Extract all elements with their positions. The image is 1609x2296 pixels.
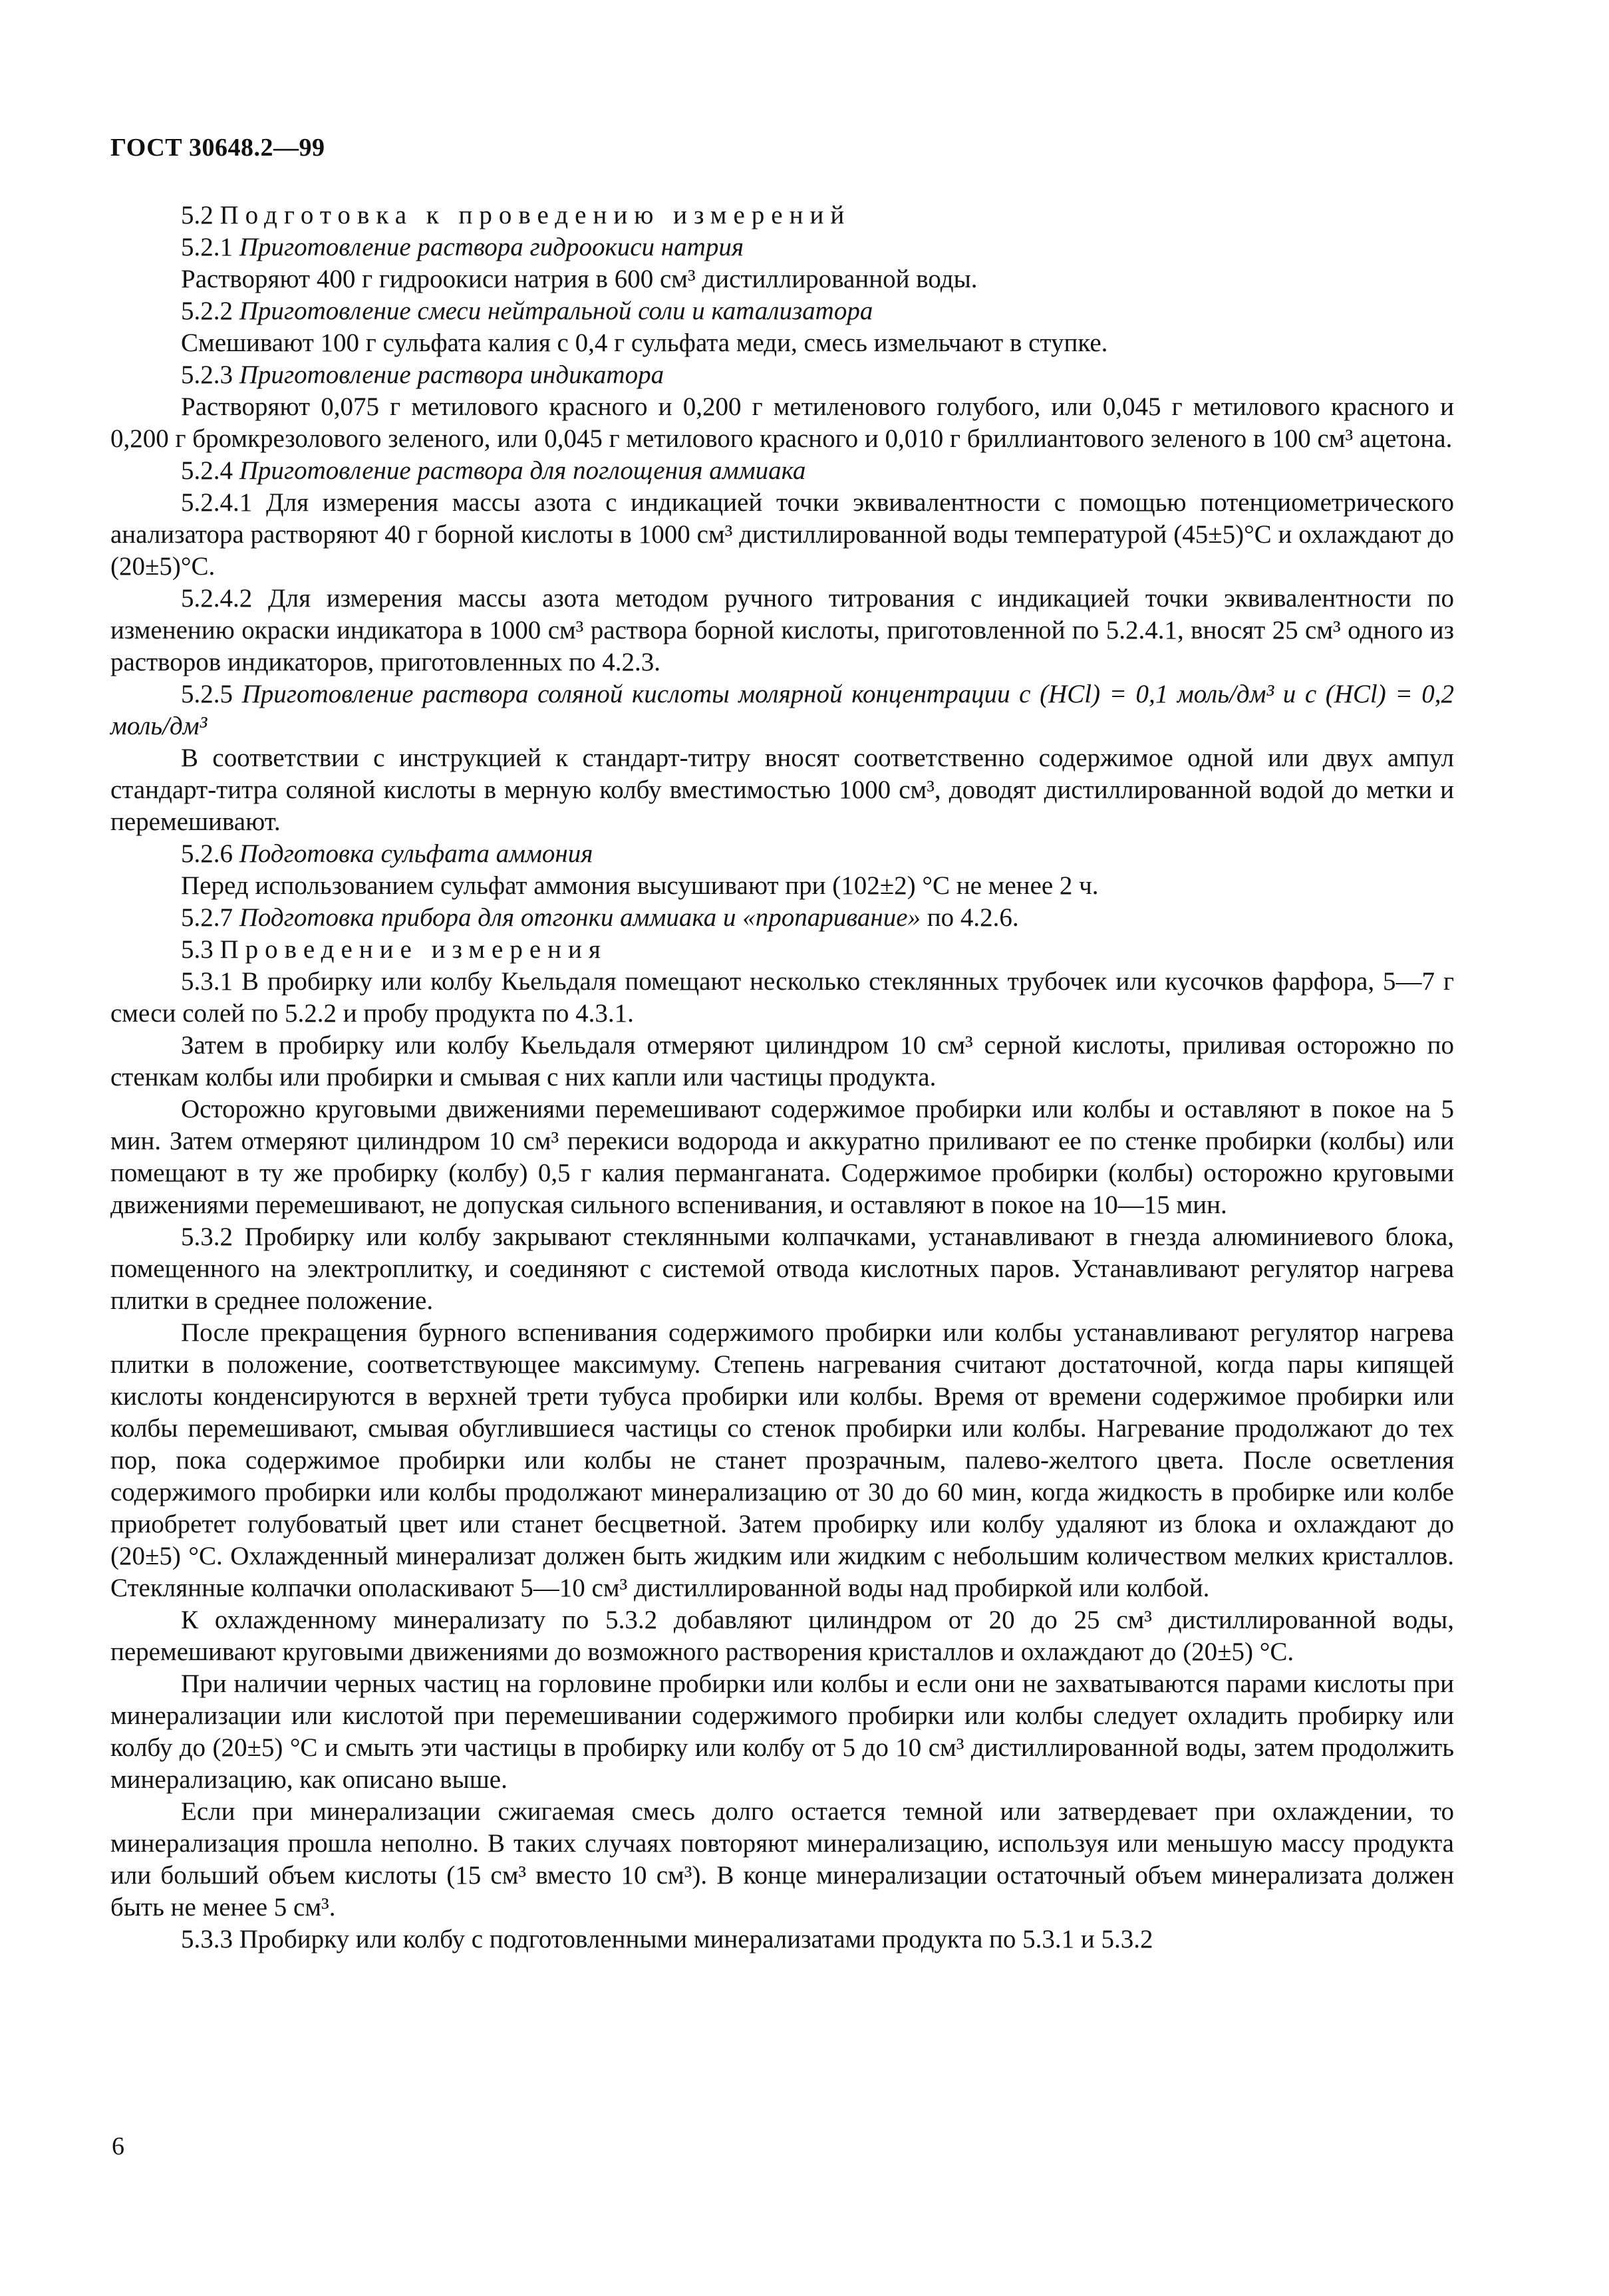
paragraph: Если при минерализации сжигаемая смесь долго остается темной или затвердевает при охлаждении, то минерализация прошла неполно. В таких случаях повторяют минерализацию, используя или меньшую массу продукта или больший объем кислоты (15 см³ вместо 10 см³). В конце минерализации остаточный объем минерализата должен быть не менее 5 см³. — [110, 1797, 1454, 1922]
section-heading-5-3 — [110, 934, 1454, 966]
subsection-heading-5-2-2 — [110, 295, 1454, 327]
section-number: 5.2.1 — [181, 233, 233, 261]
section-title: Подготовка к проведению измерений — [219, 201, 851, 229]
paragraph: Затем в пробирку или колбу Кьельдаля отмеряют цилиндром 10 см³ серной кислоты, приливая осторожно по стенкам колбы или пробирки и смывая с них капли или частицы продукта. — [110, 1031, 1454, 1091]
paragraph-5-3-1: 5.3.1 В пробирку или колбу Кьельдаля помещают несколько стеклянных трубочек или кусочков фарфора, 5—7 г смеси солей по 5.2.2 и пробу продукта по 4.3.1. — [110, 967, 1454, 1028]
section-suffix: по 4.2.6. — [927, 903, 1019, 932]
document-body — [110, 200, 1454, 1955]
section-number: 5.2.3 — [181, 360, 233, 389]
section-title: Приготовление раствора соляной кислоты молярной концентрации с (НCl) = 0,1 моль/дм³ и с (НCl) = 0,2 моль/дм³ — [110, 680, 1454, 740]
section-title: Приготовление раствора индикатора — [239, 360, 664, 389]
subsection-heading-5-2-5 — [110, 678, 1454, 742]
paragraph: В соответствии с инструкцией к стандарт-титру вносят соответственно содержимое одной или двух ампул стандарт-титра соляной кислоты в мерную колбу вместимостью 1000 см³, доводят дистиллированной водой до метки и перемешивают. — [110, 744, 1454, 836]
paragraph: Растворяют 0,075 г метилового красного и 0,200 г метиленового голубого, или 0,045 г метилового красного и 0,200 г бромкрезолового зеленого, или 0,045 г метилового красного и 0,010 г бриллиантового зеленого в 100 см³ ацетона. — [110, 392, 1454, 453]
section-title: Приготовление раствора для поглощения аммиака — [239, 456, 806, 485]
paragraph: Растворяют 400 г гидроокиси натрия в 600 см³ дистиллированной воды. — [181, 265, 978, 293]
paragraph: После прекращения бурного вспенивания содержимого пробирки или колбы устанавливают регулятор нагрева плитки в положение, соответствующее максимуму. Степень нагревания считают достаточной, когда пары кипящей кислоты конденсируются в верхней трети тубуса пробирки или колбы. Время от времени содержимое пробирки или колбы перемешивают, смывая обуглившиеся частицы со стенок пробирки или колбы. Нагревание продолжают до тех пор, пока содержимое пробирки или колбы не станет прозрачным, палево-желтого цвета. После осветления содержимого пробирки или колбы продолжают минерализацию от 30 до 60 мин, когда жидкость в пробирке или колбе приобретет голубоватый цвет или станет бесцветной. Затем пробирку или колбу удаляют из блока и охлаждают до (20±5) °С. Охлажденный минерализат должен быть жидким или жидким с небольшим количеством мелких кристаллов. Стеклянные колпачки ополаскивают 5—10 см³ дистиллированной воды над пробиркой или колбой. — [110, 1318, 1454, 1602]
paragraph: К охлажденному минерализату по 5.3.2 добавляют цилиндром от 20 до 25 см³ дистиллированной воды, перемешивают круговыми движениями до возможного растворения кристаллов и охлаждают до (20±5) °С. — [110, 1606, 1454, 1666]
section-number: 5.2 — [181, 201, 214, 229]
subsection-heading-5-2-3 — [110, 359, 1454, 391]
paragraph: Осторожно круговыми движениями перемешивают содержимое пробирки или колбы и оставляют в покое на 5 мин. Затем отмеряют цилиндром 10 см³ перекиси водорода и аккуратно приливают ее по стенке пробирки (колбы) или помещают в ту же пробирку (колбу) 0,5 г калия перманганата. Содержимое пробирки (колбы) осторожно круговыми движениями перемешивают, не допуская сильного вспенивания, и оставляют в покое на 10—15 мин. — [110, 1095, 1454, 1219]
subsection-heading-5-2-6 — [110, 838, 1454, 870]
paragraph: Смешивают 100 г сульфата калия с 0,4 г сульфата меди, смесь измельчают в ступке. — [181, 329, 1108, 357]
subsection-heading-5-2-7 — [110, 902, 1454, 934]
document-code: ГОСТ 30648.2—99 — [110, 134, 325, 162]
paragraph-5-3-2: 5.3.2 Пробирку или колбу закрывают стеклянными колпачками, устанавливают в гнезда алюминиевого блока, помещенного на электроплитку, и соединяют с системой отвода кислотных паров. Устанавливают регулятор нагрева плитки в среднее положение. — [110, 1222, 1454, 1315]
section-number: 5.2.6 — [181, 839, 233, 868]
section-title: Приготовление раствора гидроокиси натрия — [239, 233, 744, 261]
section-title: Подготовка прибора для отгонки аммиака и «пропаривание» — [239, 903, 921, 932]
section-number: 5.2.4 — [181, 456, 233, 485]
section-number: 5.3 — [181, 935, 214, 964]
section-title: Приготовление смеси нейтральной соли и катализатора — [239, 297, 873, 325]
section-heading-5-2 — [110, 200, 1454, 231]
paragraph-5-2-4-2: 5.2.4.2 Для измерения массы азота методом ручного титрования с индикацией точки эквивалентности по изменению окраски индикатора в 1000 см³ раствора борной кислоты, приготовленной по 5.2.4.1, вносят 25 см³ одного из растворов индикаторов, приготовленных по 4.2.3. — [110, 584, 1454, 676]
page-number: 6 — [112, 2132, 124, 2160]
section-number: 5.2.2 — [181, 297, 233, 325]
paragraph: Перед использованием сульфат аммония высушивают при (102±2) °С не менее 2 ч. — [181, 871, 1099, 900]
section-number: 5.2.7 — [181, 903, 233, 932]
subsection-heading-5-2-1 — [110, 231, 1454, 263]
paragraph-5-2-4-1: 5.2.4.1 Для измерения массы азота с индикацией точки эквивалентности с помощью потенциометрического анализатора растворяют 40 г борной кислоты в 1000 см³ дистиллированной воды температурой (45±5)°С и охлаждают до (20±5)°С. — [110, 488, 1454, 581]
paragraph-5-3-3: 5.3.3 Пробирку или колбу с подготовленными минерализатами продукта по 5.3.1 и 5.3.2 — [181, 1925, 1153, 1953]
paragraph: При наличии черных частиц на горловине пробирки или колбы и если они не захватываются парами кислоты при минерализации или кислотой при перемешивании содержимого пробирки или колбы следует охладить пробирку или колбу до (20±5) °С и смыть эти частицы в пробирку или колбу от 5 до 10 см³ дистиллированной воды, затем продолжить минерализацию, как описано выше. — [110, 1669, 1454, 1794]
section-title: Проведение измерения — [219, 935, 607, 964]
section-number: 5.2.5 — [181, 680, 233, 708]
section-title: Подготовка сульфата аммония — [239, 839, 593, 868]
subsection-heading-5-2-4 — [110, 455, 1454, 487]
